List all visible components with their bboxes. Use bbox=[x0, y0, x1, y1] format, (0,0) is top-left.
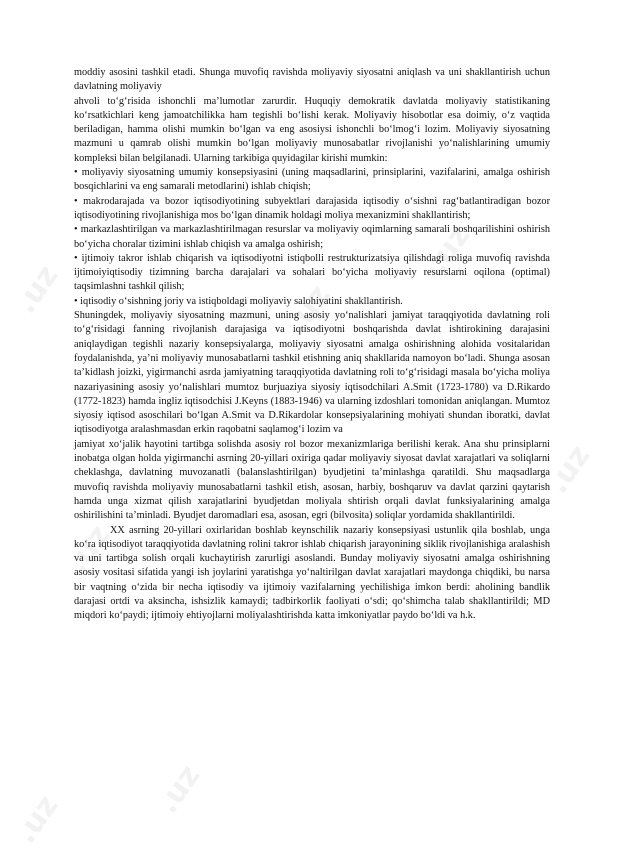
list-item-allocation: • ijtimoiy takror ishlab chiqarish va iqtisodiyotni istiqbolli restrukturizatsiya qilishdagi roliga muvofiq ravishda ijtimoiyiqtisodiy tizimning barcha darajalari va sohalari bo‘yicha moliyaviy resurslarni oqilona (optimal) taqsimlashni tashkil qilish; bbox=[74, 252, 550, 293]
watermark: .uz bbox=[420, 218, 478, 281]
paragraph-financial-info: ahvoli to‘g‘risida ishonchli ma’lumotlar zarurdir. Huquqiy demokratik davlatda moliyaviy statistikaning ko‘rsatkichlari keng jamoatchilikka ham tegishli bo‘lishi kerak. Moliyaviy hisobotlar esa doimiy, o‘z vaqtida beriladigan, hamma olishi mumkin bo‘lgan va eng asosiysi ishonchli bo‘lmog‘i lozim. Moliyaviy siyosatning mazmuni u qamrab olishi mumkin bo‘lgan moliyaviy munosabatlar rivojlanishi yo‘nalishlarining umumiy kompleksi bilan belgilanadi. Ularning tarkibiga quyidagilar kirishi mumkin: bbox=[74, 95, 550, 164]
watermark: .uz bbox=[8, 258, 66, 321]
list-item-concept: • moliyaviy siyosatning umumiy konsepsiyasini (uning maqsadlarini, prinsiplarini, vazifalarini, amalga oshirish bosqichlarini va eng samarali metodlarini) ishlab chiqish; bbox=[74, 167, 550, 193]
paragraph-continuation: moddiy asosini tashkil etadi. Shunga muvofiq ravishda moliyaviy siyosatni aniqlash va uni shakllantirish uchun davlatning moliyaviy bbox=[74, 67, 550, 93]
paragraph-theories: Shuningdek, moliyaviy siyosatning mazmuni, uning asosiy yo‘nalishlari jamiyat taraqqiyotida davlatning roli to‘g‘risidagi fanning rivojlanish darajasiga va iqtisodiyotni boshqarishda davlat ishtirokining darajasini aniqlaydigan tegishli nazariy konsepsiyalarga, moliyaviy siyosatni amalga oshirishning alohida vositalaridan foydalanishda, ya’ni moliyaviy munosabatlarni tashkil etishning aniq shakllarida namoyon bo‘ladi. Shunga asosan ta’kidlash joizki, yigirmanchi asrda jamiyatning taraqqiyotida davlatning roli to‘g‘risidagi masala bo‘yicha moliya nazariyasining asosiy yo‘nalishlari mumtoz burjuaziya siyosiy iqtisodchilari A.Smit (1723-1780) va D.Rikardo (1772-1823) hamda ingliz iqtisodchisi J.Keyns (1883-1946) va ularning izdoshlari tomonidan aniqlangan. Mumtoz siyosiy iqtisod asoschilari bo‘lgan A.Smit va D.Rikardolar konsepsiyalarining mohiyati shundan iboratki, davlat iqtisodiyotga aralashmasdan erkin raqobatni saqlamog‘i lozim va bbox=[74, 310, 550, 436]
document-page bbox=[74, 66, 550, 624]
list-item-mechanism: • makrodarajada va bozor iqtisodiyotining subyektlari darajasida iqtisodiy o‘sishni rag‘batlantiradigan bozor iqtisodiyotining rivojlanishiga mos bo‘lgan dinamik holdagi moliya mexanizmini shakllantirish; bbox=[74, 195, 550, 221]
watermark: .uz bbox=[540, 438, 598, 501]
list-item-resources: • markazlashtirilgan va markazlashtirilmagan resurslar va moliyaviy oqimlarning samarali boshqarilishini oshirish bo‘yicha choralar tizimini ishlab chiqish va amalga oshirish; bbox=[74, 224, 550, 250]
watermark: .uz bbox=[60, 518, 118, 581]
list-item-potential: • iqtisodiy o‘sishning joriy va istiqboldagi moliyaviy salohiyatini shakllantirish. bbox=[74, 295, 403, 307]
watermark: .uz bbox=[150, 758, 208, 821]
watermark: .uz bbox=[8, 788, 66, 850]
paragraph-market-mechanisms: jamiyat xo‘jalik hayotini tartibga solishda asosiy rol bozor mexanizmlariga berilishi kerak. Ana shu prinsiplarni inobatga olgan holda yigirmanchi asrning 20-yillari oxiriga qadar moliyaviy siyosat davlat xarajatlari va soliqlarni cheklashga, davlatning muvozanatli (balanslashtirilgan) byudjetini ta’minlashga qaratildi. Shu maqsadlarga muvofiq ravishda moliyaviy munosabatlarni tashkil etish, asosan, harbiy, boshqaruv va davlat qarzini qaytarish hamda unga xizmat qilish xarajatlarini byudjetdan moliyala shtirish orqali davlat funksiyalarining amalga oshirilishini ta’minladi. Byudjet daromadlari esa, asosan, egri (bilvosita) soliqlar yordamida shakllantirildi. bbox=[74, 438, 550, 522]
watermark: .uz bbox=[280, 278, 338, 341]
paragraph-keynesian: XX asrning 20-yillari oxirlaridan boshlab keynschilik nazariy konsepsiyasi ustunlik qila boshlab, unga ko‘ra iqtisodiyot taraqqiyotida davlatning rolini takror ishlab chiqarish jarayonining siklik rivojlanishiga aralashish va uni tartibga solish orqali kuchaytirish zarurligi asoslandi. Bunday moliyaviy siyosatni amalga oshirishning asosiy vositasi sifatida yangi ish joylarini yaratishga yo‘naltirilgan davlat xarajatlari maydonga chiqdiki, bu narsa bir vaqtning o‘zida bir necha iqtisodiy va ijtimoiy vazifalarning yechilishiga imkon berdi: aholining bandlik darajasi ortdi va aksincha, ishsizlik kamaydi; tadbirkorlik faoliyati o‘sdi; qo‘shimcha talab shakllantirildi; MD miqdori ko‘paydi; ijtimoiy ehtiyojlarni moliyalashtirishda katta imkoniyatlar paydo bo‘ldi va h.k. bbox=[74, 524, 550, 622]
